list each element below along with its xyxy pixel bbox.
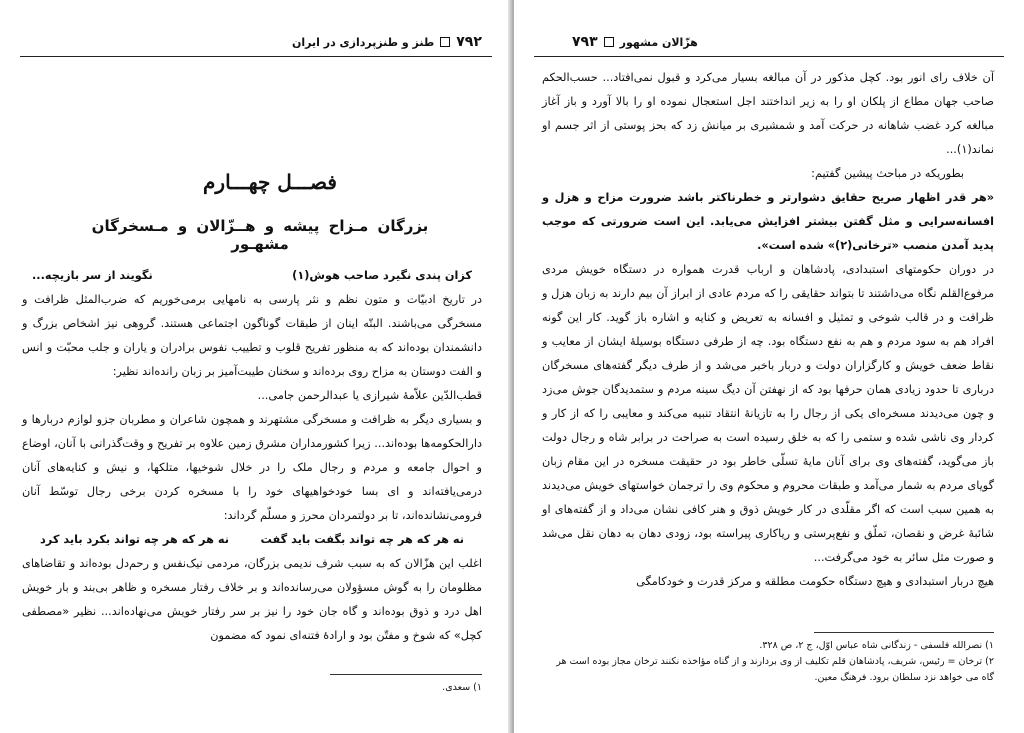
second-verse [22,528,482,552]
paragraph: در تاریخ ادبیّات و متون نظم و نثر پارسی به نامهایی برمی‌خوریم که ضرب‌المثل ظرافت و مسخرگی می‌باشند. البتّه اینان از طبقات گوناگون اجتماعی هستند. گروهی نیز اشخاص بزرگ و دانشمندان بوده‌اند که به منظور تفریح قلوب و تطییب نفوس برادران و یاران و جلب محبّت و انس و الفت دوستان به مزاح روی برده‌اند و سخنان طیبت‌آمیز بر زبان رانده‌اند نظیر: [22,293,482,378]
paragraph: قطب‌الدّین علاّمهٔ شیرازی یا عبدالرحمن جامی... [257,389,482,402]
paragraph: در دوران حکومتهای استبدادی، پادشاهان و ارباب قدرت همواره در دستگاه خویش مردی مرفوع‌القلم نگاه می‌داشتند تا بتواند حقایقی را که مردم عادی از ابراز آن بیم دارند به زبان هزل و ظرافت و در قالب شوخی و تمثیل و افسانه به تعریض و کنایه و اشاره باز گوید. کار این گونه افراد هم به سود مردم و هم به نفع دستگاه بود. چه از طرفی دستگاه بوسیلهٔ ایشان از معایب و نقاط ضعف خویش و کارگزاران دولت و دربار باخبر می‌شد و از طرف دیگر گفته‌های مسخرگان درباری تا حدود زیادی همان حرفها بود که از نهفتن آن دیگ سینه مردم و ستمدیدگان جوش می‌زد و چون می‌دیدند مسخره‌ای یکی از رجال را به تازیانهٔ انتقاد تنبیه می‌کند و معایبی را که از کار و کردار وی ناشی شده و ستمی را که به خلق رسیده است به صراحت در برابر شاه و رجال دولت باز می‌گوید، گفته‌های وی برای آنان مایهٔ تسلّی خاطر بود در حقیقت مسخره در این مقام زبان گویای مردم به شمار می‌آمد و طبقات محروم و محکوم وی را ترجمان خواستهای خویش می‌دیدند به همین سبب است که اگر مقلّدی در کار خویش ذوق و هنر کافی نشان می‌داد و از گفته‌های او شائبهٔ غرض و نقصان، تملّق و نفع‌پرستی و ریاکاری پیراسته بود، زودی دهان به دهان نقل می‌شد و صورت مثل سائر به خود می‌گرفت... [542,263,994,564]
square-ornament-icon [440,37,450,47]
header-rule [534,56,1004,57]
paragraph: بطوریکه در مباحث پیشین گفتیم: [811,167,964,180]
verse-hemistich: نه هر که هر چه تواند بکرد باید کرد [40,533,229,546]
verse-hemistich: کزان پندی نگیرد صاحب هوش(۱) [292,269,472,282]
chapter-title: فصـــل چهـــارم [203,170,337,194]
right-body [542,66,994,594]
paragraph: اغلب این هزّالان که به سبب شرف ندیمی بزرگان، مردمی نیک‌نفس و رحم‌دل بوده‌اند و تقاضاهای مظلومان را به گوش مسؤولان می‌رسانده‌اند و بر خلاف رفتار مسخره و ظاهر بی‌بند و بار خویش اهل درد و ذوق بوده‌اند و گاه جان خود را نیز بر سر رفتار خویش می‌نهاده‌اند... نظیر «مصطفی کچل» که شوخ و مفتّن بود و ارادهٔ فتنه‌ای نمود که مضمون [22,557,482,642]
left-running-head [292,34,482,50]
verse-hemistich: نه هر که هر چه تواند بگفت باید گفت [260,533,464,546]
footnote-rule [330,674,482,675]
footnote: ۱) سعدی. [442,682,482,693]
right-running-head [572,34,698,50]
paragraph: آن خلاف رای انور بود. کچل مذکور در آن مبالغه بسیار می‌کرد و قبول نمی‌افتاد... حسب‌الحکم صاحب جهان مطاع از پلکان او را به زیر انداختند اجل استعجال نموده او را بالا آورد و باز آغاز مبالغه کرد غضب شاهانه در حرکت آمد و شمشیری بر میانش زد که بحز پوستی از اثر جسم او نماند(۱)... [542,71,994,156]
right-footnotes [542,638,994,686]
footnote: ۱) نصرالله فلسفی - زندگانی شاه عباس اوّل، ج ۲، ص ۳۲۸. [759,640,994,651]
paragraph: هیچ دربار استبدادی و هیچ دستگاه حکومت مطلقه و مرکز قدرت و خودکامگی [636,575,994,588]
right-page [514,0,1024,733]
verse-hemistich: نگویند از سر بازیچه... [32,269,153,282]
running-head-title: هزّالان مشهور [619,35,698,49]
opening-verse [22,264,482,288]
left-footnotes [22,680,482,696]
footnote-rule [814,632,994,633]
page-number: ۷۹۲ [456,34,482,50]
left-body [22,264,482,648]
page-number: ۷۹۳ [572,34,598,50]
header-rule [20,56,492,57]
square-ornament-icon [604,37,614,47]
chapter-subtitle: بزرگان مـزاح پیشه و هــزّالان و مـسخرگان مشهـور [91,217,429,253]
quoted-paragraph: «هر قدر اظهار صریح حقایق دشوارتر و خطرناکتر باشد ضرورت مزاح و هزل و افسانه‌سرایی و مثل گفتن بیشتر افزایش می‌یابد. این است ضرورتی که موجب پدید آمدن منصب «ترخانی(۲)» شده است». [542,191,994,252]
paragraph: و بسیاری دیگر به ظرافت و مسخرگی مشتهرند و همچون شاعران و مطربان جزو لوازم دربارها و دارالحکومه‌ها بوده‌اند... زیرا کشورمداران مشرق زمین علاوه بر تفریح و وقت‌گذرانی با آنان، اوضاع و احوال جامعه و مردم و رجال ملک را در خلال شوخیها، متلکها، و نیش و کنایه‌های آنان درمی‌یافته‌اند و ای بسا خودخواهیهای خود را با مسخره کردن برخی رجال توسّط آنان فرومی‌نشانده‌اند، تا بر دولتمردان محرز و مسلّم گرداند: [22,413,482,522]
running-head-title: طنز و طنزپردازی در ایران [292,35,435,49]
footnote: ۲) ترخان = رئیس، شریف، پادشاهان قلم تکلیف از وی بردارند و از گناه مؤاخذه نکنند ترخان مجاز بوده است هر گاه می خواهد نزد سلطان برود. فرهنگ معین. [556,656,994,683]
